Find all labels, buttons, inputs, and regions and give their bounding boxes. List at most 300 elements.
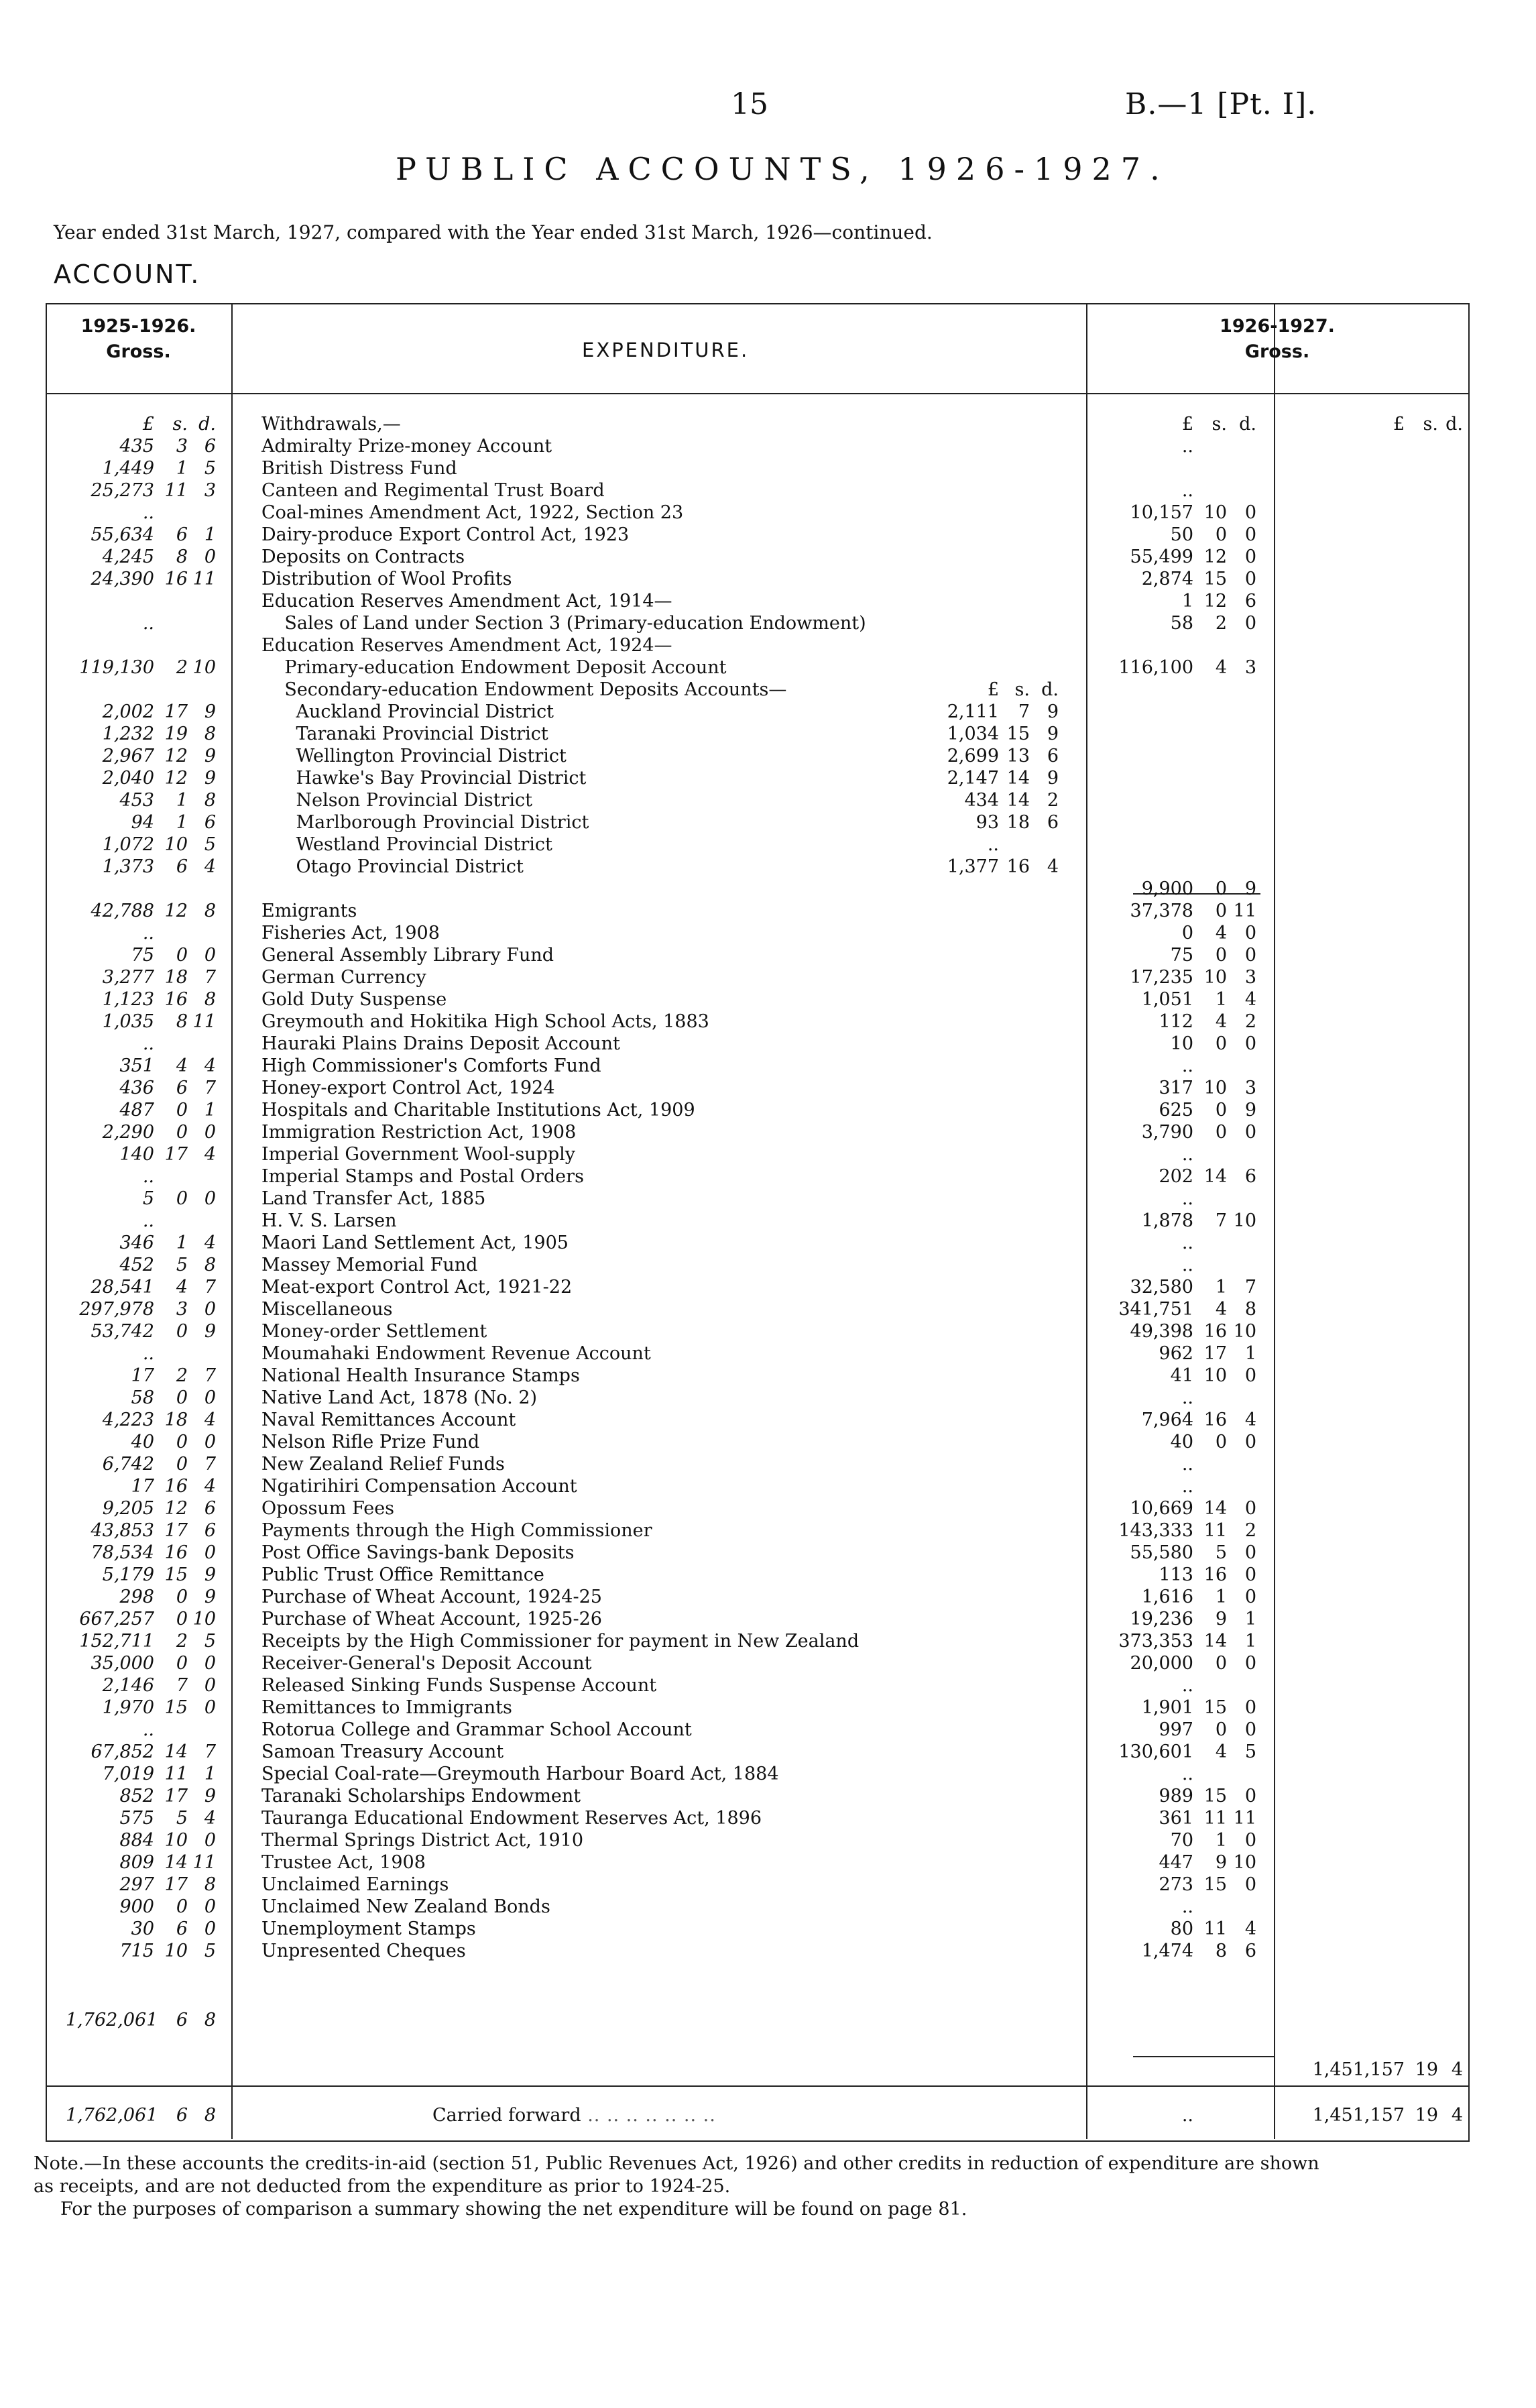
cell-lp: 53,742 [91,1321,154,1342]
cell-ls: 17 [164,1520,188,1541]
cell-rp: 55,580 [1130,1542,1193,1563]
cell-id: 6 [1047,746,1059,766]
cell-rp: £ [1181,414,1193,435]
cell-rp: 116,100 [1118,657,1193,678]
cell-rs: 4 [1215,1741,1227,1762]
cell-rp: 202 [1159,1166,1193,1187]
cell-ld: 4 [204,856,216,877]
cell-ls: 0 [176,1387,188,1408]
cell-ld: 0 [204,1697,216,1718]
table-row [0,1652,1536,1674]
cell-lp: 884 [119,1830,154,1851]
table-row [0,479,1536,502]
cell-id: 4 [1047,856,1059,877]
table-row [0,1940,1536,1962]
cell-rs: 10 [1203,967,1227,988]
table-row [0,1320,1536,1342]
cell-ld: 0 [204,1299,216,1320]
cell-lp: 67,852 [91,1741,154,1762]
table-row [0,1741,1536,1763]
row-description: Trustee Act, 1908 [261,1852,426,1873]
cell-ld: 7 [204,1078,216,1098]
row-description: Canteen and Regimental Trust Board [261,480,605,501]
cell-ip: 2,111 [947,701,999,722]
cell-ld: 0 [204,1188,216,1209]
cell-lp: 75 [131,945,154,966]
cell-ld: 6 [204,812,216,833]
table-row [0,1409,1536,1431]
cell-rp: 9,900 [1141,878,1193,899]
cell-id: 6 [1047,812,1059,833]
cell-ld: 9 [204,1321,216,1342]
table-row [0,1033,1536,1055]
cell-ld: 7 [204,1741,216,1762]
cell-ls: 17 [164,1874,188,1895]
cell-rp: 113 [1159,1564,1193,1585]
row-description: Emigrants [261,901,357,921]
cell-ld: 7 [204,1454,216,1475]
row-description: Fisheries Act, 1908 [261,923,440,943]
table-row [0,457,1536,479]
cell-rd: 0 [1244,1697,1256,1718]
cell-rp: 1,878 [1141,1210,1193,1231]
table-row [0,1674,1536,1697]
cell-td: d. [1445,414,1463,435]
cell-ls: 0 [176,1122,188,1143]
cell-rd: 1 [1244,1343,1256,1364]
table-row [0,1918,1536,1940]
cell-lp: 1,123 [102,989,154,1010]
cell-rd: 0 [1244,1564,1256,1585]
cell-ts: s. [1423,414,1438,435]
cell-ls: 0 [176,1653,188,1674]
cell-rd: 6 [1244,591,1256,612]
cell-is: 14 [1006,768,1030,789]
cell-ls: 1 [176,458,188,479]
table-row [0,568,1536,590]
table-row [0,1896,1536,1918]
table-row [0,878,1536,900]
cell-rd: 0 [1244,1498,1256,1519]
cell-ld: 4 [204,1476,216,1497]
cell-rp: 55,499 [1130,547,1193,567]
cell-rs: 1 [1215,1587,1227,1607]
cell-lp: 2,146 [102,1675,154,1696]
cell-ls: 14 [164,1741,188,1762]
cell-rp: 2,874 [1141,569,1193,589]
cell-ip: 2,147 [947,768,999,789]
row-description: Miscellaneous [261,1299,393,1320]
cell-lp: 4,245 [102,547,154,567]
cell-ls: 0 [176,1454,188,1475]
carried-curr-pence: 4 [1451,2105,1463,2126]
cell-lp: 900 [119,1896,154,1917]
cell-ls: 2 [176,657,188,678]
row-description: Secondary-education Endowment Deposits Accounts— [261,679,787,700]
cell-ip: 1,034 [947,724,999,744]
row-description: Samoan Treasury Account [261,1741,504,1762]
cell-rs: 1 [1215,1830,1227,1851]
cell-ls: 19 [164,724,188,744]
cell-ls: 1 [176,1232,188,1253]
cell-rs: 15 [1203,569,1227,589]
prev-year-label: 1925-1926. [80,316,196,337]
row-description: Taranaki Scholarships Endowment [261,1786,581,1807]
cell-rs: 0 [1215,945,1227,966]
cell-rs: 0 [1215,901,1227,921]
cell-ls: 16 [164,569,188,589]
cell-rp: 20,000 [1130,1653,1193,1674]
cell-ls: 7 [176,1675,188,1696]
row-description: Marlborough Provincial District [261,812,589,833]
cell-rs: 1 [1215,989,1227,1010]
cell-lp: 35,000 [91,1653,154,1674]
cell-ld: 0 [204,547,216,567]
cell-ls: 6 [176,1918,188,1939]
cell-rd: 3 [1244,657,1256,678]
cell-lp: 852 [119,1786,154,1807]
cell-rp: .. [1181,1675,1193,1696]
cell-lp: 30 [131,1918,154,1939]
table-row [0,1807,1536,1829]
cell-ip: 2,699 [947,746,999,766]
cell-rd: 4 [1244,989,1256,1010]
cell-rs: 8 [1215,1941,1227,1961]
document-reference: B.—1 [Pt. I]. [1125,87,1317,121]
cell-rp: 50 [1170,524,1193,545]
cell-lp: 17 [131,1476,154,1497]
cell-lp: 94 [131,812,154,833]
cell-lp: 297,978 [79,1299,154,1320]
cell-rs: 10 [1203,1078,1227,1098]
cell-ld: 0 [204,1122,216,1143]
cell-lp: .. [142,1210,154,1231]
carried-curr-shillings: 19 [1415,2105,1438,2126]
table-row [0,1210,1536,1232]
cell-rp: .. [1181,1188,1193,1209]
cell-ls: 0 [176,1609,188,1629]
subtotal-rule [1133,2056,1274,2057]
cell-ls: 11 [164,480,188,501]
cell-rp: 625 [1159,1100,1193,1121]
cell-rd: 4 [1244,1918,1256,1939]
cell-ls: 1 [176,812,188,833]
cell-rs: 16 [1203,1321,1227,1342]
cell-ls: 15 [164,1697,188,1718]
row-description: Meat-export Control Act, 1921-22 [261,1277,573,1298]
table-row [0,1077,1536,1099]
cell-lp: 298 [119,1587,154,1607]
cell-lp: £ [142,414,154,435]
table-row [0,1697,1536,1719]
cell-ld: 9 [204,701,216,722]
table-row [0,811,1536,834]
cell-rp: 361 [1159,1808,1193,1829]
cell-rd: 4 [1244,1410,1256,1430]
row-description: Land Transfer Act, 1885 [261,1188,486,1209]
cell-ld: 11 [192,1852,216,1873]
cell-id: 2 [1047,790,1059,811]
cell-ls: 0 [176,945,188,966]
carried-prev-pence: 8 [204,2105,216,2126]
cell-is: 18 [1006,812,1030,833]
row-description: Public Trust Office Remittance [261,1564,544,1585]
cell-rp: 10 [1170,1033,1193,1054]
cell-rd: 6 [1244,1941,1256,1961]
cell-ls: 12 [164,1498,188,1519]
table-row [0,1121,1536,1143]
cell-rs: 11 [1203,1520,1227,1541]
footnote [34,2153,1495,2221]
cell-lp: .. [142,1719,154,1740]
cell-rs: 16 [1203,1410,1227,1430]
cell-rp: 447 [1159,1852,1193,1873]
table-row [0,1475,1536,1497]
cell-ld: 4 [204,1232,216,1253]
cell-rd: 10 [1233,1210,1256,1231]
cell-lp: 1,970 [102,1697,154,1718]
cell-rs: 10 [1203,502,1227,523]
cell-rd: 9 [1244,1100,1256,1121]
cell-rs: 2 [1215,613,1227,634]
cell-lp: 5 [142,1188,154,1209]
table-row [0,590,1536,612]
cell-lp: 55,634 [91,524,154,545]
cell-ls: 6 [176,524,188,545]
cell-lp: 1,232 [102,724,154,744]
cell-ls: 10 [164,1941,188,1961]
row-description: Gold Duty Suspense [261,989,447,1010]
row-description: National Health Insurance Stamps [261,1365,580,1386]
cell-rs: 15 [1203,1786,1227,1807]
cell-id: d. [1041,679,1059,700]
table-row [0,1719,1536,1741]
cell-ls: 8 [176,1011,188,1032]
row-description: Westland Provincial District [261,834,552,855]
cell-rd: 0 [1244,1542,1256,1563]
row-description: General Assembly Library Fund [261,945,554,966]
cell-rs: 0 [1215,1033,1227,1054]
cell-rp: .. [1181,1387,1193,1408]
cell-ld: 6 [204,1498,216,1519]
cell-rd: 11 [1233,901,1256,921]
cell-lp: 17 [131,1365,154,1386]
cell-is: 15 [1006,724,1030,744]
curr-year-label: 1926-1927. [1220,316,1335,337]
cell-lp: .. [142,1033,154,1054]
cell-lp: 2,290 [102,1122,154,1143]
cell-ls: 2 [176,1365,188,1386]
cell-ld: 4 [204,1808,216,1829]
cell-lp: 453 [119,790,154,811]
cell-rs: 12 [1203,591,1227,612]
row-description: Primary-education Endowment Deposit Account [261,657,727,678]
cell-lp: 40 [131,1432,154,1452]
cell-rp: 1,901 [1141,1697,1193,1718]
cell-lp: 7,019 [102,1764,154,1784]
cell-ld: 8 [204,790,216,811]
cell-lp: 2,002 [102,701,154,722]
account-label: ACCOUNT. [54,260,201,289]
table-row [0,1829,1536,1851]
cell-rs: 0 [1215,1432,1227,1452]
cell-rd: 0 [1244,502,1256,523]
table-row [0,701,1536,723]
cell-ls: 17 [164,1786,188,1807]
cell-ld: 9 [204,1564,216,1585]
table-row [0,1520,1536,1542]
table-row [0,1387,1536,1409]
cell-rs: 15 [1203,1697,1227,1718]
cell-ld: 10 [192,657,216,678]
row-description: Sales of Land under Section 3 (Primary-education Endowment) [261,613,866,634]
cell-ls: 18 [164,967,188,988]
cell-ld: 11 [192,1011,216,1032]
cell-ls: 16 [164,1476,188,1497]
cell-rd: 3 [1244,1078,1256,1098]
table-row [0,656,1536,679]
cell-rd: 5 [1244,1741,1256,1762]
cell-rp: 17,235 [1130,967,1193,988]
cell-ip: £ [987,679,999,700]
row-description: Imperial Stamps and Postal Orders [261,1166,584,1187]
cell-ld: 7 [204,1365,216,1386]
cell-rs: 9 [1215,1609,1227,1629]
cell-ld: 1 [204,524,216,545]
row-description: Remittances to Immigrants [261,1697,512,1718]
cell-lp: 435 [119,436,154,457]
row-description: Tauranga Educational Endowment Reserves Act, 1896 [261,1808,762,1829]
cell-ls: 12 [164,746,188,766]
cell-lp: 2,040 [102,768,154,789]
carried-forward-text: Carried forward [432,2105,581,2126]
cell-ls: 6 [176,856,188,877]
cell-ld: 4 [204,1410,216,1430]
subtotal-row [0,2009,1536,2031]
table-row [0,1630,1536,1652]
cell-ip: 434 [964,790,999,811]
cell-rp: .. [1181,1896,1193,1917]
cell-rs: 14 [1203,1166,1227,1187]
table-row [0,1188,1536,1210]
cell-rp: .. [1181,1454,1193,1475]
table-row [0,679,1536,701]
cell-rd: 9 [1244,878,1256,899]
cell-rp: .. [1181,1144,1193,1165]
table-row [0,1099,1536,1121]
row-description: Otago Provincial District [261,856,524,877]
cell-is: s. [1014,679,1030,700]
cell-rp: .. [1181,436,1193,457]
row-description: German Currency [261,967,426,988]
row-description: Immigration Restriction Act, 1908 [261,1122,577,1143]
row-description: Rotorua College and Grammar School Account [261,1719,692,1740]
cell-rs: 14 [1203,1498,1227,1519]
cell-rp: 317 [1159,1078,1193,1098]
row-description: High Commissioner's Comforts Fund [261,1055,601,1076]
row-description: Unclaimed Earnings [261,1874,449,1895]
total-rule [1287,2085,1468,2087]
table-row [0,789,1536,811]
cell-rs: s. [1212,414,1227,435]
cell-ld: 5 [204,834,216,855]
cell-ld: 9 [204,746,216,766]
cell-lp: 346 [119,1232,154,1253]
cell-rd: 0 [1244,1432,1256,1452]
cell-lp: 436 [119,1078,154,1098]
cell-rd: 0 [1244,569,1256,589]
row-description: Greymouth and Hokitika High School Acts, 1883 [261,1011,709,1032]
cell-lp: 297 [119,1874,154,1895]
cell-is: 14 [1006,790,1030,811]
row-description: Released Sinking Funds Suspense Account [261,1675,657,1696]
row-description: Opossum Fees [261,1498,395,1519]
table-row [0,634,1536,656]
table-row [0,767,1536,789]
table-row [0,502,1536,524]
cell-rp: 10,157 [1130,502,1193,523]
cell-lp: 152,711 [79,1631,154,1652]
cell-ld: 5 [204,1941,216,1961]
cell-ls: 1 [176,790,188,811]
row-description: Taranaki Provincial District [261,724,548,744]
cell-rp: 70 [1170,1830,1193,1851]
subtotal-prev-pence: 8 [204,2010,216,2030]
cell-rs: 11 [1203,1918,1227,1939]
cell-rd: 2 [1244,1520,1256,1541]
cell-rp: 75 [1170,945,1193,966]
cell-rp: .. [1181,480,1193,501]
table-row [0,1431,1536,1453]
cell-rs: 0 [1215,1100,1227,1121]
leader-dots: .. .. .. .. .. .. .. [581,2105,716,2126]
row-description: Dairy-produce Export Control Act, 1923 [261,524,630,545]
cell-lp: 4,223 [102,1410,154,1430]
table-row [0,413,1536,435]
cell-lp: .. [142,613,154,634]
table-row [0,546,1536,568]
table-row [0,1365,1536,1387]
page-title: PUBLIC ACCOUNTS, 1926-1927. [396,151,1169,187]
cell-ld: 0 [204,1387,216,1408]
row-description: Auckland Provincial District [261,701,554,722]
cell-lp: 24,390 [91,569,154,589]
table-row [0,1608,1536,1630]
carried-mid: .. [1181,2105,1193,2126]
cell-ld: 1 [204,1764,216,1784]
cell-is: 7 [1018,701,1030,722]
cell-ls: 6 [176,1078,188,1098]
cell-ld: 0 [204,1830,216,1851]
cell-rs: 4 [1215,1299,1227,1320]
cell-tp: £ [1393,414,1405,435]
subtotal-curr-pence: 4 [1451,2059,1463,2080]
cell-lp: 119,130 [79,657,154,678]
table-row [0,1298,1536,1320]
row-description: Deposits on Contracts [261,547,465,567]
cell-rs: 10 [1203,1365,1227,1386]
row-description: Receiver-General's Deposit Account [261,1653,592,1674]
table-row [0,966,1536,988]
cell-ld: 0 [204,1675,216,1696]
page-number: 15 [731,87,768,121]
table-row [0,1497,1536,1520]
cell-rd: 0 [1244,613,1256,634]
table-row [0,524,1536,546]
cell-id: 9 [1047,701,1059,722]
cell-rs: 0 [1215,878,1227,899]
cell-rs: 4 [1215,1011,1227,1032]
